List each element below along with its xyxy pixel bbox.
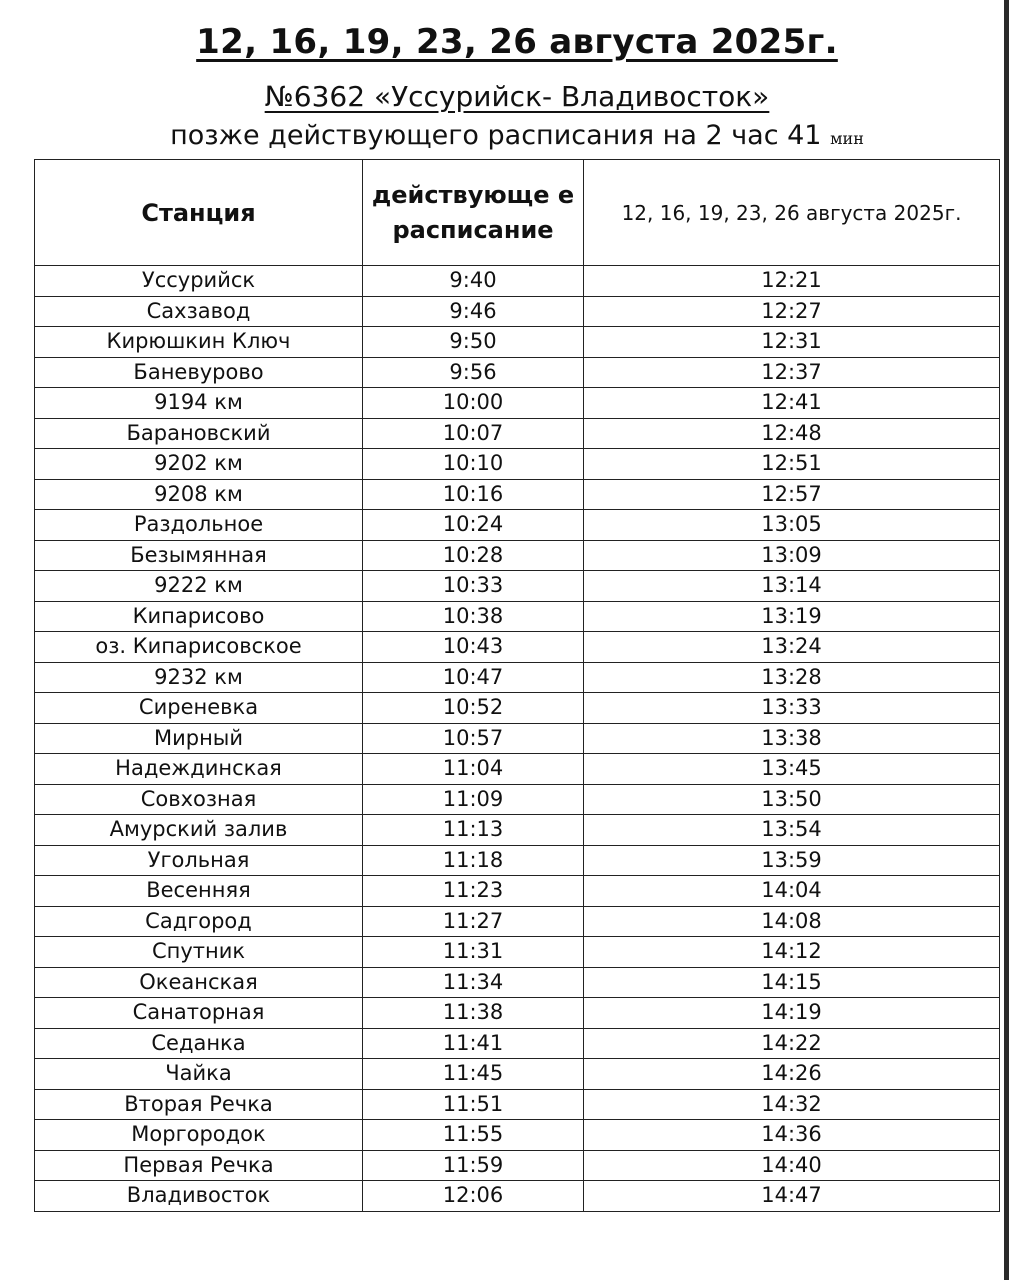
- station-cell: Сиреневка: [35, 693, 363, 724]
- new-time-cell: 14:19: [584, 998, 1000, 1029]
- new-time-cell: 12:31: [584, 327, 1000, 358]
- station-cell: Раздольное: [35, 510, 363, 541]
- station-cell: Моргородок: [35, 1120, 363, 1151]
- current-time-cell: 11:38: [363, 998, 584, 1029]
- table-row: [35, 571, 1000, 602]
- new-time-cell: 14:22: [584, 1028, 1000, 1059]
- new-time-cell: 14:26: [584, 1059, 1000, 1090]
- new-time-cell: 13:05: [584, 510, 1000, 541]
- table-row: [35, 967, 1000, 998]
- current-time-cell: 11:23: [363, 876, 584, 907]
- station-cell: Океанская: [35, 967, 363, 998]
- current-time-cell: 10:47: [363, 662, 584, 693]
- column-header-new-schedule: 12, 16, 19, 23, 26 августа 2025г.: [584, 160, 1000, 266]
- current-time-cell: 9:56: [363, 357, 584, 388]
- station-cell: Уссурийск: [35, 266, 363, 297]
- station-cell: оз. Кипарисовское: [35, 632, 363, 663]
- page-edge-border: [1004, 0, 1009, 1280]
- current-time-cell: 9:40: [363, 266, 584, 297]
- table-row: [35, 1120, 1000, 1151]
- station-cell: Кипарисово: [35, 601, 363, 632]
- page-title: 12, 16, 19, 23, 26 августа 2025г.: [196, 22, 838, 62]
- delay-notice: [0, 120, 1018, 151]
- station-cell: Безымянная: [35, 540, 363, 571]
- station-cell: Седанка: [35, 1028, 363, 1059]
- current-time-cell: 10:57: [363, 723, 584, 754]
- new-time-cell: 13:50: [584, 784, 1000, 815]
- table-row: [35, 1181, 1000, 1212]
- new-time-cell: 12:21: [584, 266, 1000, 297]
- table-row: [35, 449, 1000, 480]
- station-cell: Совхозная: [35, 784, 363, 815]
- current-time-cell: 11:27: [363, 906, 584, 937]
- table-row: [35, 1028, 1000, 1059]
- current-time-cell: 11:41: [363, 1028, 584, 1059]
- station-cell: 9194 км: [35, 388, 363, 419]
- current-time-cell: 10:28: [363, 540, 584, 571]
- station-cell: Садгород: [35, 906, 363, 937]
- station-cell: 9222 км: [35, 571, 363, 602]
- table-row: [35, 601, 1000, 632]
- new-time-cell: 12:37: [584, 357, 1000, 388]
- new-time-cell: 12:41: [584, 388, 1000, 419]
- current-time-cell: 11:55: [363, 1120, 584, 1151]
- table-row: [35, 510, 1000, 541]
- new-time-cell: 14:08: [584, 906, 1000, 937]
- new-time-cell: 12:27: [584, 296, 1000, 327]
- table-row: [35, 479, 1000, 510]
- station-cell: Барановский: [35, 418, 363, 449]
- new-time-cell: 12:51: [584, 449, 1000, 480]
- current-time-cell: 10:33: [363, 571, 584, 602]
- table-row: [35, 998, 1000, 1029]
- table-row: [35, 1059, 1000, 1090]
- new-time-cell: 12:57: [584, 479, 1000, 510]
- new-time-cell: 13:33: [584, 693, 1000, 724]
- current-time-cell: 10:07: [363, 418, 584, 449]
- station-cell: Чайка: [35, 1059, 363, 1090]
- new-time-cell: 14:36: [584, 1120, 1000, 1151]
- table-row: [35, 327, 1000, 358]
- table-row: [35, 266, 1000, 297]
- station-cell: Санаторная: [35, 998, 363, 1029]
- current-time-cell: 10:00: [363, 388, 584, 419]
- delay-text: позже действующего расписания на 2 час 41: [170, 120, 831, 151]
- current-time-cell: 12:06: [363, 1181, 584, 1212]
- current-time-cell: 10:52: [363, 693, 584, 724]
- table-row: [35, 906, 1000, 937]
- table-row: [35, 662, 1000, 693]
- column-header-station: Станция: [35, 160, 363, 266]
- new-time-cell: 14:40: [584, 1150, 1000, 1181]
- new-time-cell: 13:59: [584, 845, 1000, 876]
- table-row: [35, 357, 1000, 388]
- table-row: [35, 876, 1000, 907]
- station-cell: 9208 км: [35, 479, 363, 510]
- current-time-cell: 9:46: [363, 296, 584, 327]
- table-row: [35, 723, 1000, 754]
- new-time-cell: 13:09: [584, 540, 1000, 571]
- table-row: [35, 418, 1000, 449]
- table-row: [35, 1089, 1000, 1120]
- table-row: [35, 815, 1000, 846]
- current-time-cell: 11:34: [363, 967, 584, 998]
- station-cell: 9202 км: [35, 449, 363, 480]
- current-time-cell: 11:18: [363, 845, 584, 876]
- new-time-cell: 13:38: [584, 723, 1000, 754]
- new-time-cell: 14:12: [584, 937, 1000, 968]
- new-time-cell: 12:48: [584, 418, 1000, 449]
- current-time-cell: 10:38: [363, 601, 584, 632]
- station-cell: Амурский залив: [35, 815, 363, 846]
- delay-unit: мин: [830, 129, 864, 148]
- table-row: [35, 693, 1000, 724]
- new-time-cell: 13:14: [584, 571, 1000, 602]
- station-cell: Кирюшкин Ключ: [35, 327, 363, 358]
- new-time-cell: 13:24: [584, 632, 1000, 663]
- new-time-cell: 14:47: [584, 1181, 1000, 1212]
- new-time-cell: 14:04: [584, 876, 1000, 907]
- station-cell: Владивосток: [35, 1181, 363, 1212]
- current-time-cell: 11:51: [363, 1089, 584, 1120]
- station-cell: Мирный: [35, 723, 363, 754]
- station-cell: Весенняя: [35, 876, 363, 907]
- table-header-row: [35, 160, 1000, 266]
- new-time-cell: 13:28: [584, 662, 1000, 693]
- current-time-cell: 10:43: [363, 632, 584, 663]
- new-time-cell: 14:32: [584, 1089, 1000, 1120]
- current-time-cell: 11:13: [363, 815, 584, 846]
- table-row: [35, 937, 1000, 968]
- new-time-cell: 14:15: [584, 967, 1000, 998]
- current-time-cell: 9:50: [363, 327, 584, 358]
- station-cell: Спутник: [35, 937, 363, 968]
- station-cell: Первая Речка: [35, 1150, 363, 1181]
- new-time-cell: 13:45: [584, 754, 1000, 785]
- table-row: [35, 540, 1000, 571]
- current-time-cell: 11:09: [363, 784, 584, 815]
- table-row: [35, 632, 1000, 663]
- train-route-title: №6362 «Уссурийск- Владивосток»: [264, 80, 770, 113]
- station-cell: Баневурово: [35, 357, 363, 388]
- current-time-cell: 11:31: [363, 937, 584, 968]
- column-header-current-schedule: действующе е расписание: [363, 160, 584, 266]
- schedule-table: [34, 159, 1000, 1212]
- station-cell: Надеждинская: [35, 754, 363, 785]
- new-time-cell: 13:19: [584, 601, 1000, 632]
- current-time-cell: 10:24: [363, 510, 584, 541]
- station-cell: 9232 км: [35, 662, 363, 693]
- table-row: [35, 784, 1000, 815]
- table-row: [35, 845, 1000, 876]
- current-time-cell: 11:59: [363, 1150, 584, 1181]
- station-cell: Сахзавод: [35, 296, 363, 327]
- station-cell: Угольная: [35, 845, 363, 876]
- station-cell: Вторая Речка: [35, 1089, 363, 1120]
- schedule-rows: [35, 266, 1000, 1212]
- current-time-cell: 11:04: [363, 754, 584, 785]
- table-row: [35, 388, 1000, 419]
- table-row: [35, 296, 1000, 327]
- current-time-cell: 10:10: [363, 449, 584, 480]
- table-row: [35, 1150, 1000, 1181]
- current-time-cell: 11:45: [363, 1059, 584, 1090]
- new-time-cell: 13:54: [584, 815, 1000, 846]
- table-row: [35, 754, 1000, 785]
- current-time-cell: 10:16: [363, 479, 584, 510]
